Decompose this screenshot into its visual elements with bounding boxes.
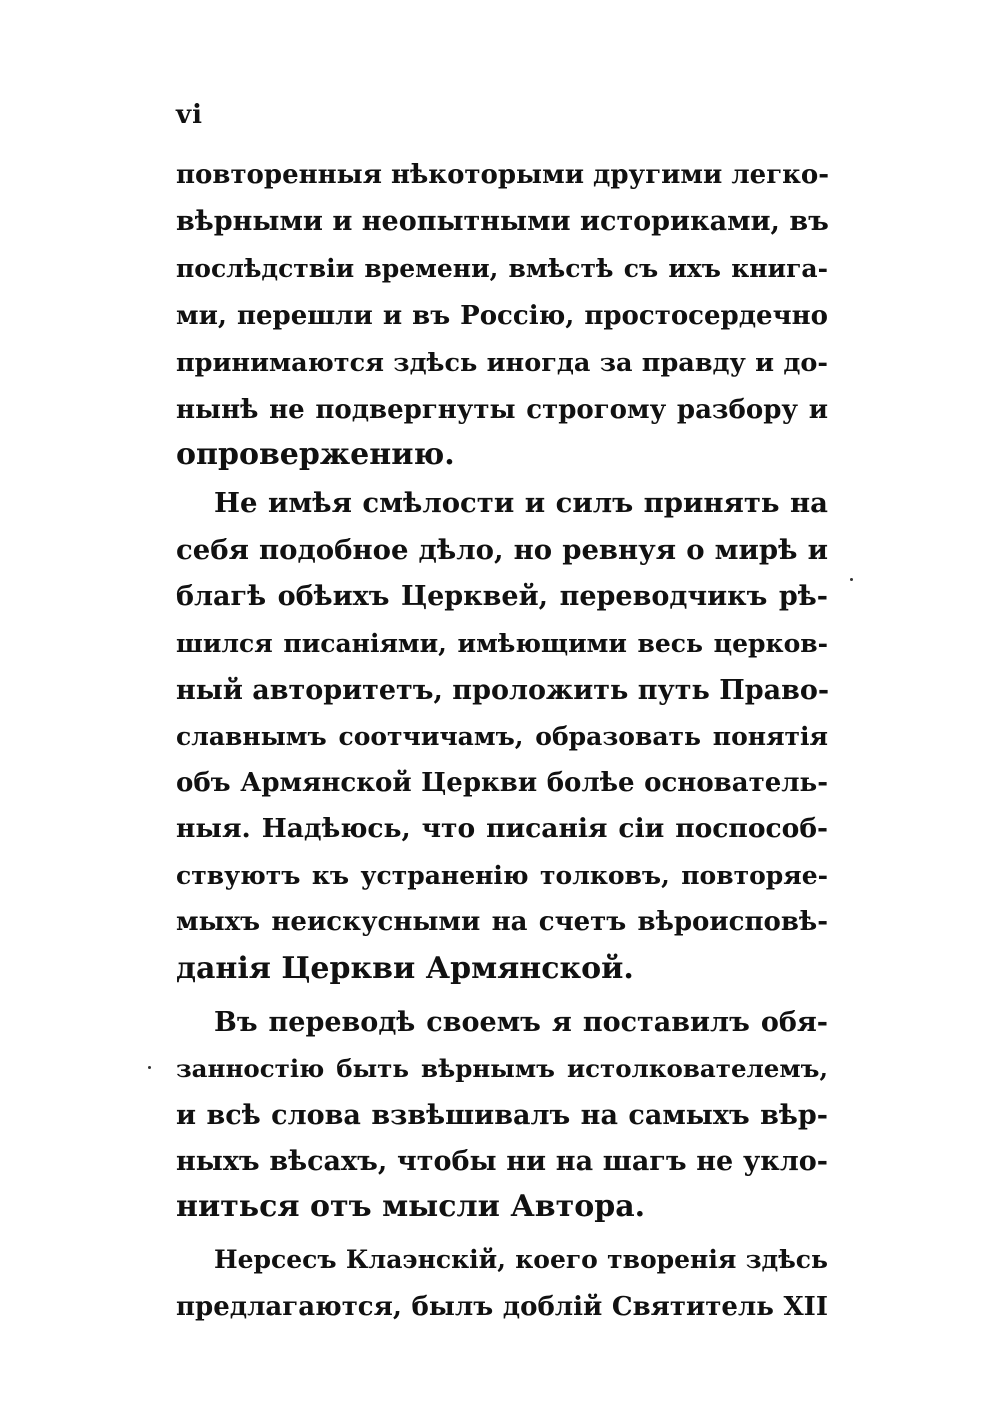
text-line: данія Церкви Армянской. (176, 951, 634, 986)
text-line: Въ переводѣ своемъ я поставилъ обя- (214, 1007, 828, 1038)
text-line: послѣдствіи времени, вмѣстѣ съ ихъ книга- (176, 254, 828, 283)
text-line: ствуютъ къ устраненію толковъ, повторяе- (176, 861, 828, 890)
text-line: ный авторитетъ, проложить путь Право- (176, 675, 830, 706)
text-line: предлагаются, былъ доблій Святитель XII (176, 1292, 828, 1322)
text-line: повторенныя нѣкоторыми другими легко- (176, 160, 830, 190)
page-number: vi (176, 100, 203, 130)
text-line: опровержению. (176, 437, 455, 472)
text-line: и всѣ слова взвѣшивалъ на самыхъ вѣр- (176, 1100, 828, 1131)
text-line: славнымъ соотчичамъ, образовать понятія (176, 722, 828, 751)
text-line: мыхъ неискусными на счетъ вѣроисповѣ- (176, 907, 828, 937)
text-line: шился писаніями, имѣющими весь церков- (176, 629, 828, 658)
text-line: ныя. Надѣюсь, что писанія сіи поспособ- (176, 813, 828, 844)
scan-speck (850, 578, 853, 581)
text-line: объ Армянской Церкви болѣе основатель- (176, 768, 828, 798)
scan-speck (148, 1066, 151, 1069)
text-line: благѣ обѣихъ Церквей, переводчикъ рѣ- (176, 581, 828, 612)
text-line: себя подобное дѣло, но ревнуя о мирѣ и (176, 534, 828, 566)
text-line: ми, перешли и въ Россію, простосердечно (176, 301, 828, 331)
text-line: Нерсесъ Клаэнскій, коего творенія здѣсь (214, 1245, 828, 1274)
text-line: занностію быть вѣрнымъ истолкователемъ, (176, 1054, 828, 1083)
text-line: Не имѣя смѣлости и силъ принять на (214, 487, 828, 519)
text-line: вѣрными и неопытными историками, въ (176, 206, 829, 237)
text-line: ниться отъ мысли Автора. (176, 1189, 646, 1224)
text-line: ныхъ вѣсахъ, чтобы ни на шагъ не укло- (176, 1146, 828, 1177)
text-line: принимаются здѣсь иногда за правду и до- (176, 348, 828, 378)
text-line: нынѣ не подвергнуты строгому разбору и (176, 395, 828, 425)
